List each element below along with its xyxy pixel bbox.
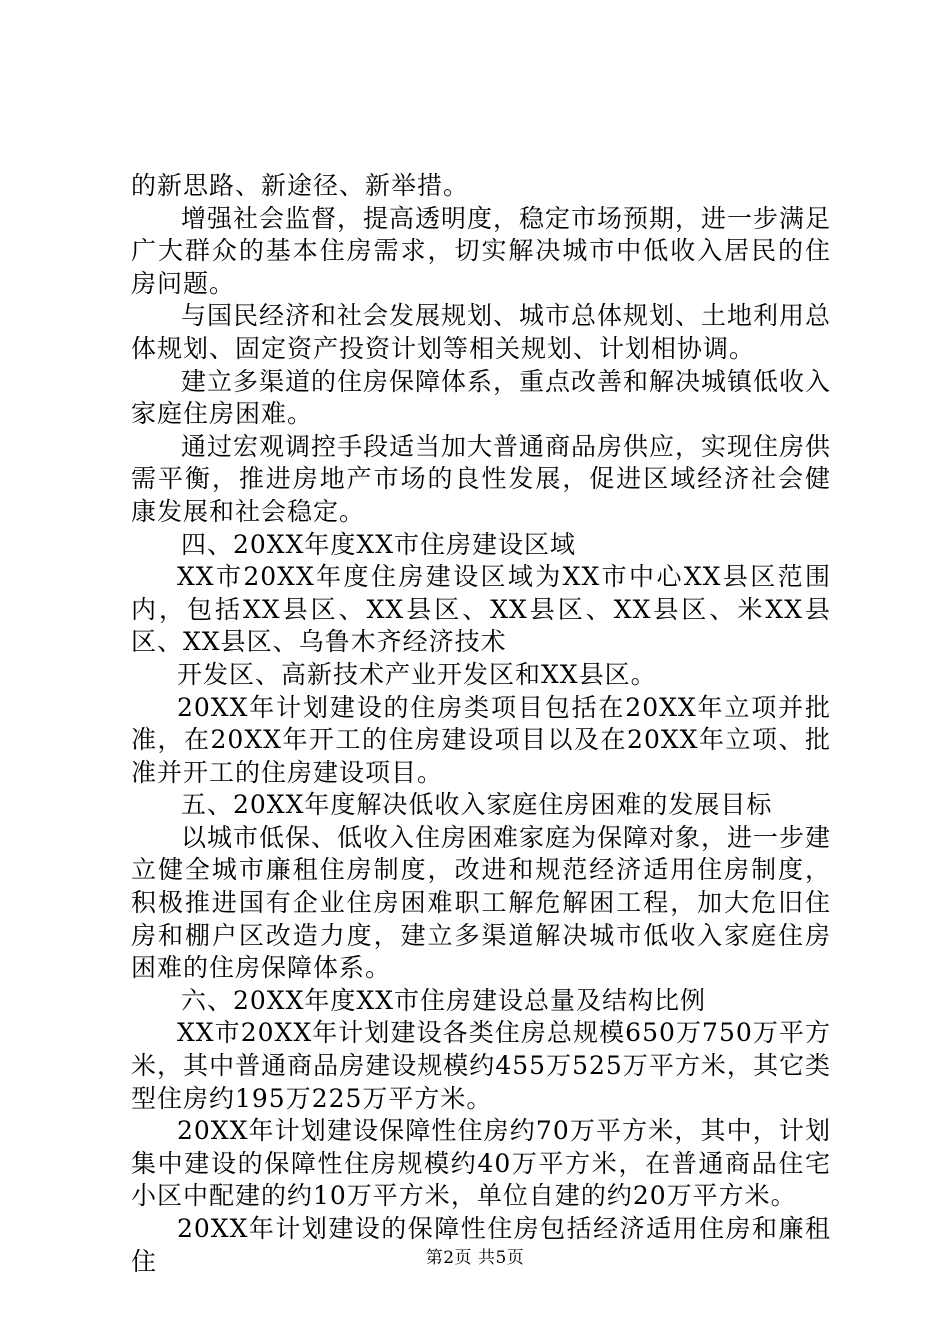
paragraph-8: 20XX年计划建设的住房类项目包括在20XX年立项并批准，在20XX年开工的住房建设项目以及在20XX年立项、批准并开工的住房建设项目。 — [131, 692, 831, 787]
paragraph-1: 的新思路、新途径、新举措。 — [131, 171, 470, 200]
paragraph-10: XX市20XX年计划建设各类住房总规模650万750万平方米，其中普通商品房建设规模约455万525万平方米，其它类型住房约195万225万平方米。 — [131, 1018, 831, 1113]
paragraph-4: 建立多渠道的住房保障体系，重点改善和解决城镇低收入家庭住房困难。 — [131, 366, 832, 429]
paragraph-12: 20XX年计划建设的保障性住房包括经济适用住房和廉租住 — [131, 1214, 831, 1276]
paragraph-9: 以城市低保、低收入住房困难家庭为保障对象，进一步建立健全城市廉租住房制度，改进和规范经济适用住房制度，积极推进国有企业住房困难职工解危解困工程，加大危旧住房和棚户区改造力度，建立多渠道解决城市低收入家庭住房困难的住房保障体系。 — [131, 822, 832, 983]
paragraph-3: 与国民经济和社会发展规划、城市总体规划、土地利用总体规划、固定资产投资计划等相关规划、计划相协调。 — [131, 301, 832, 363]
document-body — [131, 170, 831, 1278]
section-heading-5: 五、20XX年度解决低收入家庭住房困难的发展目标 — [181, 790, 773, 820]
paragraph-5: 通过宏观调控手段适当加大普通商品房供应，实现住房供需平衡，推进房地产市场的良性发展，促进区域经济社会健康发展和社会稳定。 — [131, 431, 832, 526]
paragraph-7: 开发区、高新技术产业开发区和XX县区。 — [177, 659, 657, 689]
section-heading-4: 四、20XX年度XX市住房建设区域 — [181, 529, 577, 559]
paragraph-2: 增强社会监督，提高透明度，稳定市场预期，进一步满足广大群众的基本住房需求，切实解决城市中低收入居民的住房问题。 — [131, 203, 832, 298]
page-number-footer: 第2页 共5页 — [425, 1248, 525, 1268]
section-heading-6: 六、20XX年度XX市住房建设总量及结构比例 — [181, 985, 707, 1015]
paragraph-11: 20XX年计划建设保障性住房约70万平方米，其中，计划集中建设的保障性住房规模约40万平方米，在普通商品住宅小区中配建的约10万平方米，单位自建的约20万平方米。 — [131, 1116, 831, 1211]
paragraph-6: XX市20XX年度住房建设区域为XX市中心XX县区范围内，包括XX县区、XX县区、XX县区、XX县区、米XX县区、XX县区、乌鲁木齐经济技术 — [131, 562, 831, 657]
